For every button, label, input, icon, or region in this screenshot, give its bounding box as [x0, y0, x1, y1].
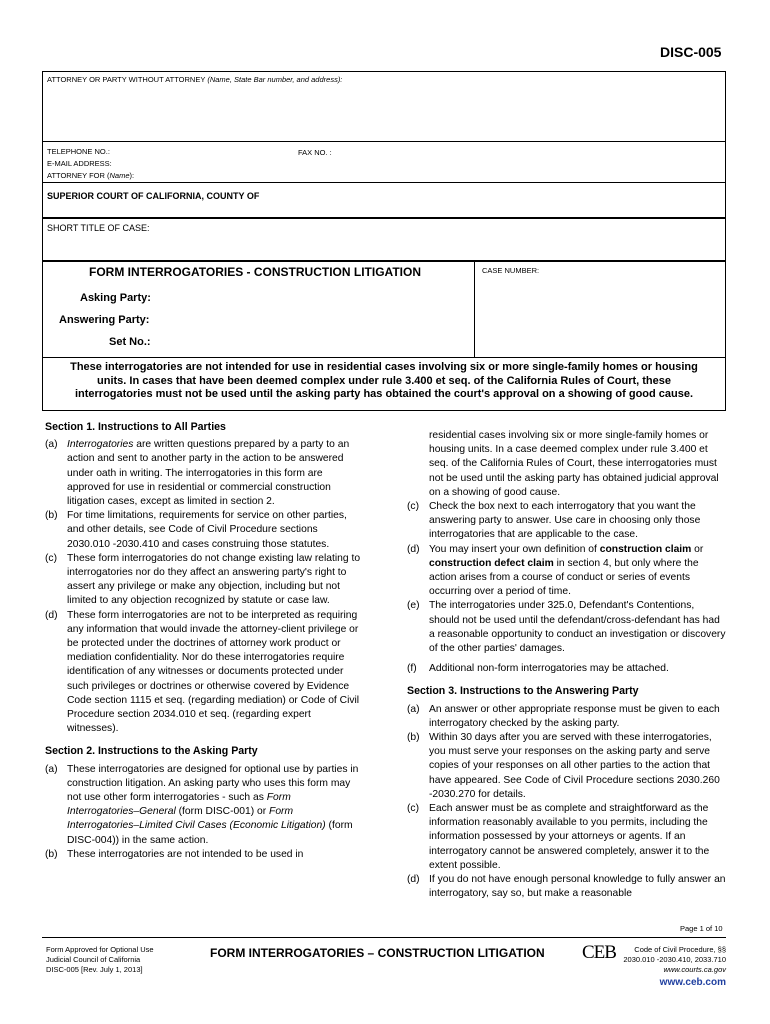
footer-code: Code of Civil Procedure, §§ 2030.010 -2030.410, 2033.710 www.courts.ca.gov — [600, 945, 726, 975]
footer-title: FORM INTERROGATORIES – CONSTRUCTION LITIGATION — [210, 946, 545, 960]
list-item: (a) An answer or other appropriate response must be given to each interrogatory checked by the asking party. — [407, 703, 720, 729]
ceb-logo: CEB — [582, 942, 616, 963]
list-item: (a) These interrogatories are designed for optional use by parties in construction litigation. An asking party who uses this form may not use other form interrogatories - such as Form Interrogatories–General (form DISC-001) or Form Interrogatories–Limited Civil Cases (Economic Litigation) (form DISC-004)) in the same action. — [45, 763, 359, 846]
notice-line: interrogatories must not be used until the asking party has obtained the court's approval on a showing of good cause. — [74, 388, 694, 400]
form-title: FORM INTERROGATORIES - CONSTRUCTION LITIGATION — [89, 265, 421, 279]
notice-line: units. In cases that have been deemed complex under rule 3.400 et seq. of the California Rules of Court, these — [97, 374, 671, 387]
case-number-label: CASE NUMBER: — [482, 266, 540, 275]
notice-line: These interrogatories are not intended for use in residential cases involving six or more single-family homes or housing — [70, 361, 698, 373]
asking-party-label: Asking Party: — [80, 292, 151, 304]
footer-divider — [42, 937, 726, 938]
notice-box — [42, 357, 726, 411]
email-label: E-MAIL ADDRESS: — [47, 159, 112, 168]
list-item: (d) If you do not have enough personal knowledge to fully answer an interrogatory, say so, but make a reasonable — [407, 874, 726, 900]
divider — [42, 141, 726, 142]
page-number: Page 1 of 10 — [680, 924, 723, 933]
case-number-field[interactable] — [475, 262, 725, 357]
telephone-label: TELEPHONE NO.: — [47, 147, 110, 156]
short-title-label: SHORT TITLE OF CASE: — [47, 223, 150, 233]
list-item: (b) These interrogatories are not intended to be used in — [45, 848, 304, 860]
fax-label: FAX NO. : — [298, 148, 332, 157]
right-column — [407, 429, 727, 902]
left-column — [45, 420, 363, 862]
set-no-label: Set No.: — [109, 336, 151, 348]
list-item: (c) Check the box next to each interrogatory that you want the answering party to answer. Use care in choosing only those interrogatories that are applicable to the case. — [407, 501, 701, 541]
list-item: residential cases involving six or more single-family homes or housing units. In a case deemed complex under rule 3.400 et seq. of the California Rules of Court, these interrogatories must not be used until the asking party has obtained judicial approval on a showing of good cause. — [429, 430, 719, 498]
list-item: (c) These form interrogatories do not change existing law relating to interrogatories nor do they affect an answering party's right to assert any privilege or make any objection, including but not limited to any objection recognized by statute or case law. — [45, 552, 361, 607]
list-item: (d) These form interrogatories are not to be interpreted as requiring any information that would invade the attorney-client privilege or be protected under the doctrines of attorney work product or mediation confidentiality. Nor do these interrogatories require identification of any witnesses or documents protected under such privileges or doctrines or otherwise covered by Evidence Code section 1115 et seq. (regarding mediation) or Code of Civil Procedure section 2034.010 et seq. (regarding expert witnesses). — [45, 609, 360, 735]
attorney-label: ATTORNEY OR PARTY WITHOUT ATTORNEY (Name, State Bar number, and address): — [47, 75, 343, 84]
form-code: DISC-005 — [660, 44, 722, 60]
section3-heading: Section 3. Instructions to the Answering Party — [407, 685, 639, 698]
list-item: (b) For time limitations, requirements for service on other parties, and other details, see Code of Civil Procedure sections 2030.010 -2030.410 and cases construing those statutes. — [45, 510, 347, 550]
courts-link[interactable]: www.courts.ca.gov — [663, 965, 726, 974]
list-item: (c) Each answer must be as complete and straightforward as the information reasonably available to you permits, including the information possessed by your attorneys or agents. If an interrogatory cannot be answered completely, answer it to the extent possible. — [407, 803, 710, 871]
list-item: (f) Additional non-form interrogatories may be attached. — [407, 663, 669, 675]
court-label: SUPERIOR COURT OF CALIFORNIA, COUNTY OF — [47, 191, 260, 201]
section1-heading: Section 1. Instructions to All Parties — [45, 421, 226, 433]
attorney-for-label: ATTORNEY FOR (Name): — [47, 171, 135, 180]
answering-party-label: Answering Party: — [59, 314, 150, 326]
list-item: (d) You may insert your own definition of construction claim or construction defect claim in section 4, but only where the action arises from a course of conduct or series of events occurring over a period of time. — [407, 543, 704, 598]
footer-approved: Form Approved for Optional Use Judicial Council of California DISC-005 [Rev. July 1, 2013] — [46, 945, 154, 974]
list-item: (e) The interrogatories under 325.0, Defendant's Contentions, should not be used until the defendant/cross-defendant has had a reasonable opportunity to conduct an investigation or discovery of the other parties' damages. — [407, 600, 726, 655]
ceb-link[interactable]: www.ceb.com — [659, 977, 726, 988]
list-item: (b) Within 30 days after you are served with these interrogatories, you must serve your responses on the asking party and serve copies of your responses on all other parties to the action that have appeared. See Code of Civil Procedure sections 2030.260 -2030.270 for details. — [407, 732, 720, 800]
section2-heading: Section 2. Instructions to the Asking Party — [45, 745, 258, 758]
list-item: (a) Interrogatories are written questions prepared by a party to an action and sent to another party in the action to be answered under oath in writing. The interrogatories in this form are approved for use in residential or commercial construction litigation cases, except as limited in section 2. — [45, 439, 350, 508]
